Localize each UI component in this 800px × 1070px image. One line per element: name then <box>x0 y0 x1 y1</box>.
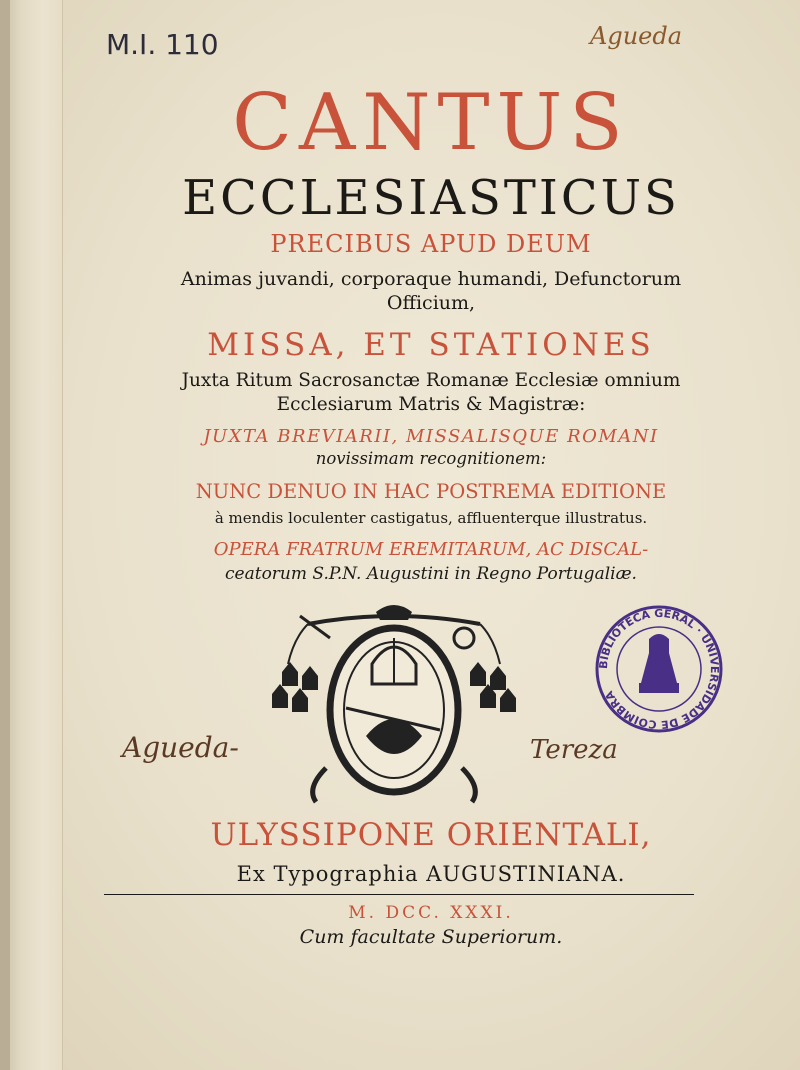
text-animas: Animas juvandi, corporaque humandi, Defunctorum <box>180 268 682 290</box>
augustinian-emblem-woodcut <box>268 598 520 810</box>
title-missa: MISSA, ET STATIONES <box>207 327 655 363</box>
handwritten-signature-left: Agueda- <box>122 731 239 764</box>
imprint-printer: Ex Typographia AUGUSTINIANA. <box>236 862 626 886</box>
subtitle-precibus: PRECIBUS APUD DEUM <box>270 230 592 258</box>
imprint-place: ULYSSIPONE ORIENTALI, <box>210 817 652 853</box>
library-stamp <box>593 603 725 735</box>
text-juxta-ritum-2: Ecclesiarum Matris & Magistræ: <box>276 394 586 415</box>
imprint-privilege: Cum facultate Superiorum. <box>299 926 563 948</box>
title-cantus: CANTUS <box>232 78 630 168</box>
text-officium: Officium, <box>386 292 476 314</box>
imprint-year: M. DCC. XXXI. <box>348 903 514 923</box>
owner-signature-top: Agueda <box>590 22 683 50</box>
stamp-text: BIBLIOTECA GERAL · UNIVERSIDADE DE COIMBRA <box>596 606 722 732</box>
spine-edge <box>0 0 10 1070</box>
text-juxta-breviarii: JUXTA BREVIARII, MISSALISQUE ROMANI <box>203 426 659 447</box>
text-juxta-ritum-1: Juxta Ritum Sacrosanctæ Romanæ Ecclesiæ omnium <box>181 370 681 391</box>
text-opera: OPERA FRATRUM EREMITARUM, AC DISCAL- <box>213 539 649 560</box>
title-ecclesiasticus: ECCLESIASTICUS <box>182 170 680 226</box>
text-a-mendis: à mendis loculenter castigatus, affluenterque illustratus. <box>214 509 648 527</box>
text-novissimam: novissimam recognitionem: <box>315 449 547 468</box>
shelfmark-handwritten: M.I. 110 <box>106 28 219 61</box>
horizontal-rule <box>104 894 694 895</box>
book-spine-gutter <box>0 0 63 1070</box>
text-nunc-denuo: NUNC DENUO IN HAC POSTREMA EDITIONE <box>195 480 667 503</box>
handwritten-signature-right: Tereza <box>530 735 618 765</box>
text-ceatorum: ceatorum S.P.N. Augustini in Regno Portugaliæ. <box>225 564 637 584</box>
